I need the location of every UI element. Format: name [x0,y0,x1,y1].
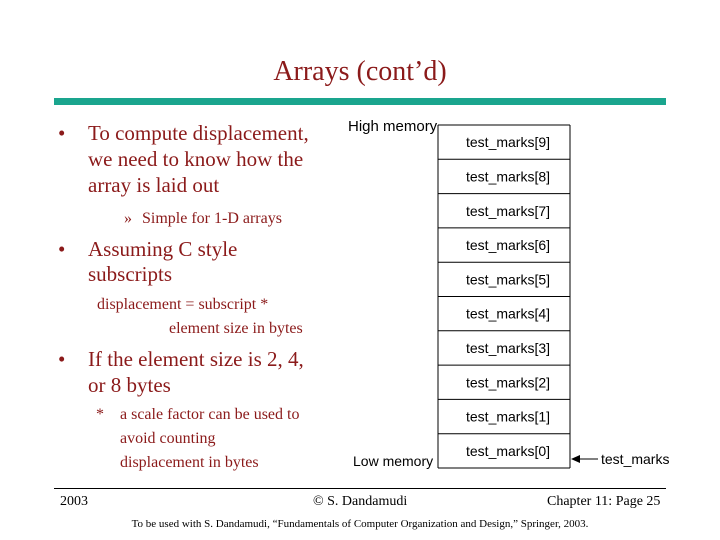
test-marks-pointer-label: test_marks [601,451,670,467]
memory-cell-label: test_marks[2] [466,374,551,391]
bullet-line: we need to know how the [88,147,304,171]
footer-credit: To be used with S. Dandamudi, “Fundamentals of Computer Organization and Design,” Springer, 2003. [131,518,589,530]
low-memory-label: Low memory [353,453,434,469]
memory-cell-label: test_marks[6] [466,237,551,254]
sub-bullet-marker: * [96,406,104,423]
bullet-line: subscripts [88,262,172,286]
memory-cell-label: test_marks[1] [466,408,551,425]
footer-author: © S. Dandamudi [313,494,408,509]
formula-line-2: element size in bytes [169,320,303,337]
formula-line-1: displacement = subscript * [97,296,269,313]
memory-cell-label: test_marks[7] [466,202,551,219]
bullet-line: If the element size is 2, 4, [88,347,304,371]
memory-cell-label: test_marks[9] [466,134,551,151]
bullet-line: To compute displacement, [88,121,309,145]
sub-bullet-line: avoid counting [120,430,216,447]
bullet-line: or 8 bytes [88,373,171,397]
memory-cells [438,125,570,468]
bullet-marker: • [58,237,66,261]
slide-title: Arrays (cont’d) [273,56,447,87]
memory-cell-label: test_marks[3] [466,339,551,356]
pointer-arrow [571,455,598,463]
bullet-marker: • [58,347,66,371]
memory-cell-label: test_marks[4] [466,305,551,322]
sub-bullet-line: displacement in bytes [120,454,259,471]
bullet-line: Assuming C style [88,237,238,261]
footer-year: 2003 [60,494,88,509]
memory-cell-label: test_marks[5] [466,271,551,288]
sub-bullet-text: Simple for 1-D arrays [142,210,282,227]
bullet-marker: • [58,121,66,145]
memory-cell-label: test_marks[8] [466,168,551,185]
memory-cell-label: test_marks[0] [466,442,551,459]
sub-bullet-marker: » [124,210,132,227]
sub-bullet-line: a scale factor can be used to [120,406,300,423]
footer-chapter: Chapter 11: Page 25 [547,494,661,509]
high-memory-label: High memory [348,118,438,135]
footer-divider [54,488,666,489]
bullet-line: array is laid out [88,173,220,197]
